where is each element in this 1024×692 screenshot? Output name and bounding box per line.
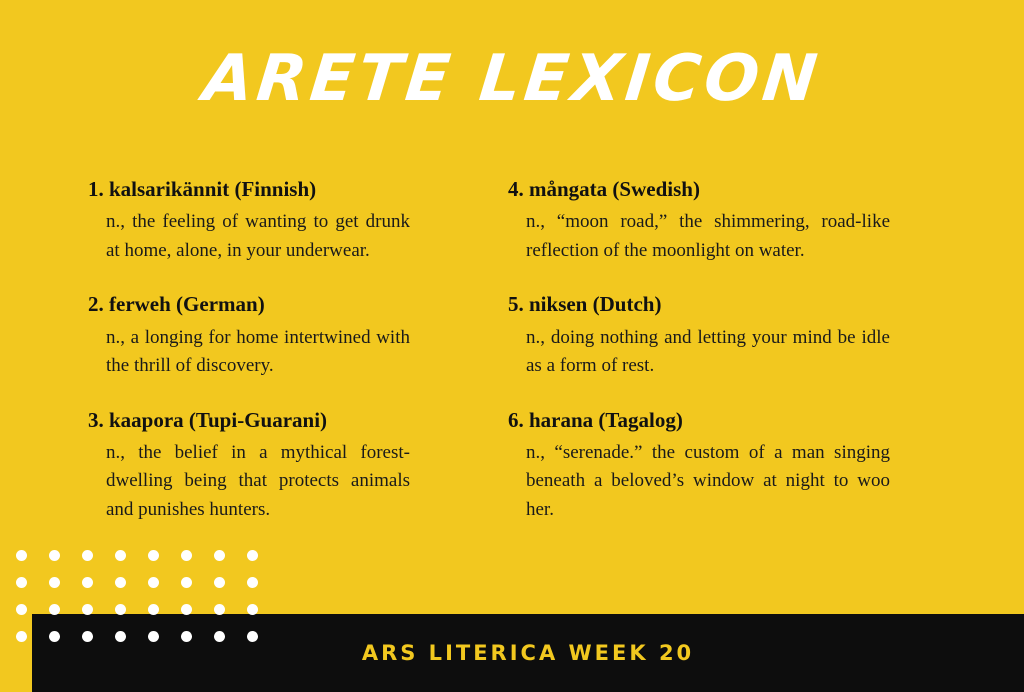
dot-grid-decoration [16,550,266,678]
dot-decoration [247,631,258,642]
dot-decoration [16,550,27,561]
lexicon-column-right [440,176,920,550]
dot-decoration [82,604,93,615]
dot-decoration [115,631,126,642]
dot-decoration [115,604,126,615]
lexicon-entry [88,407,410,525]
lexicon-entry-term: 5. niksen (Dutch) [508,292,662,317]
dot-decoration [214,631,225,642]
dot-row [16,550,266,561]
dot-decoration [115,577,126,588]
dot-decoration [115,550,126,561]
dot-decoration [16,577,27,588]
dot-decoration [181,577,192,588]
lexicon-entry-definition: n., doing nothing and letting your mind be idle as a form of rest. [526,326,890,376]
lexicon-entry [88,176,410,265]
dot-decoration [49,577,60,588]
dot-decoration [82,577,93,588]
lexicon-entry-term: 1. kalsarikännit (Finnish) [88,177,317,201]
dot-decoration [181,550,192,561]
dot-decoration [16,604,27,615]
dot-decoration [148,631,159,642]
dot-decoration [247,550,258,561]
lexicon-columns [0,176,1024,550]
dot-row [16,577,266,588]
footer-label: ARS LITERICA WEEK 20 [361,641,695,665]
lexicon-entry-term: 3. kaapora (Tupi-Guarani) [88,407,328,432]
dot-decoration [49,550,60,561]
dot-decoration [214,577,225,588]
dot-decoration [181,604,192,615]
dot-row [16,604,266,615]
dot-decoration [82,550,93,561]
lexicon-entry [508,407,890,525]
dot-decoration [181,631,192,642]
lexicon-entry-definition: n., “moon road,” the shimmering, road-like reflection of the moonlight on water. [526,211,890,261]
lexicon-entry-definition: n., “serenade.” the custom of a man singing beneath a beloved’s window at night to woo her. [526,441,890,520]
dot-decoration [49,604,60,615]
lexicon-entry [88,291,410,380]
lexicon-entry [508,291,890,380]
dot-decoration [247,577,258,588]
dot-decoration [49,631,60,642]
dot-decoration [214,550,225,561]
dot-decoration [247,604,258,615]
dot-row [16,631,266,642]
lexicon-entry-term: 2. ferweh (German) [88,292,265,317]
lexicon-column-left [0,176,440,550]
dot-decoration [148,550,159,561]
page-title: ARETE LEXICON [199,42,825,116]
lexicon-entry [508,176,890,265]
lexicon-entry-definition: n., a longing for home intertwined with the thrill of discovery. [106,326,410,376]
dot-decoration [82,631,93,642]
dot-decoration [148,604,159,615]
dot-decoration [16,631,27,642]
lexicon-entry-definition: n., the feeling of wanting to get drunk at home, alone, in your underwear. [106,211,410,261]
lexicon-entry-term: 6. harana (Tagalog) [508,407,683,432]
lexicon-entry-definition: n., the belief in a mythical forest-dwelling being that protects animals and punishes hunters. [106,441,410,520]
dot-decoration [148,577,159,588]
lexicon-entry-term: 4. mångata (Swedish) [508,177,700,201]
dot-decoration [214,604,225,615]
